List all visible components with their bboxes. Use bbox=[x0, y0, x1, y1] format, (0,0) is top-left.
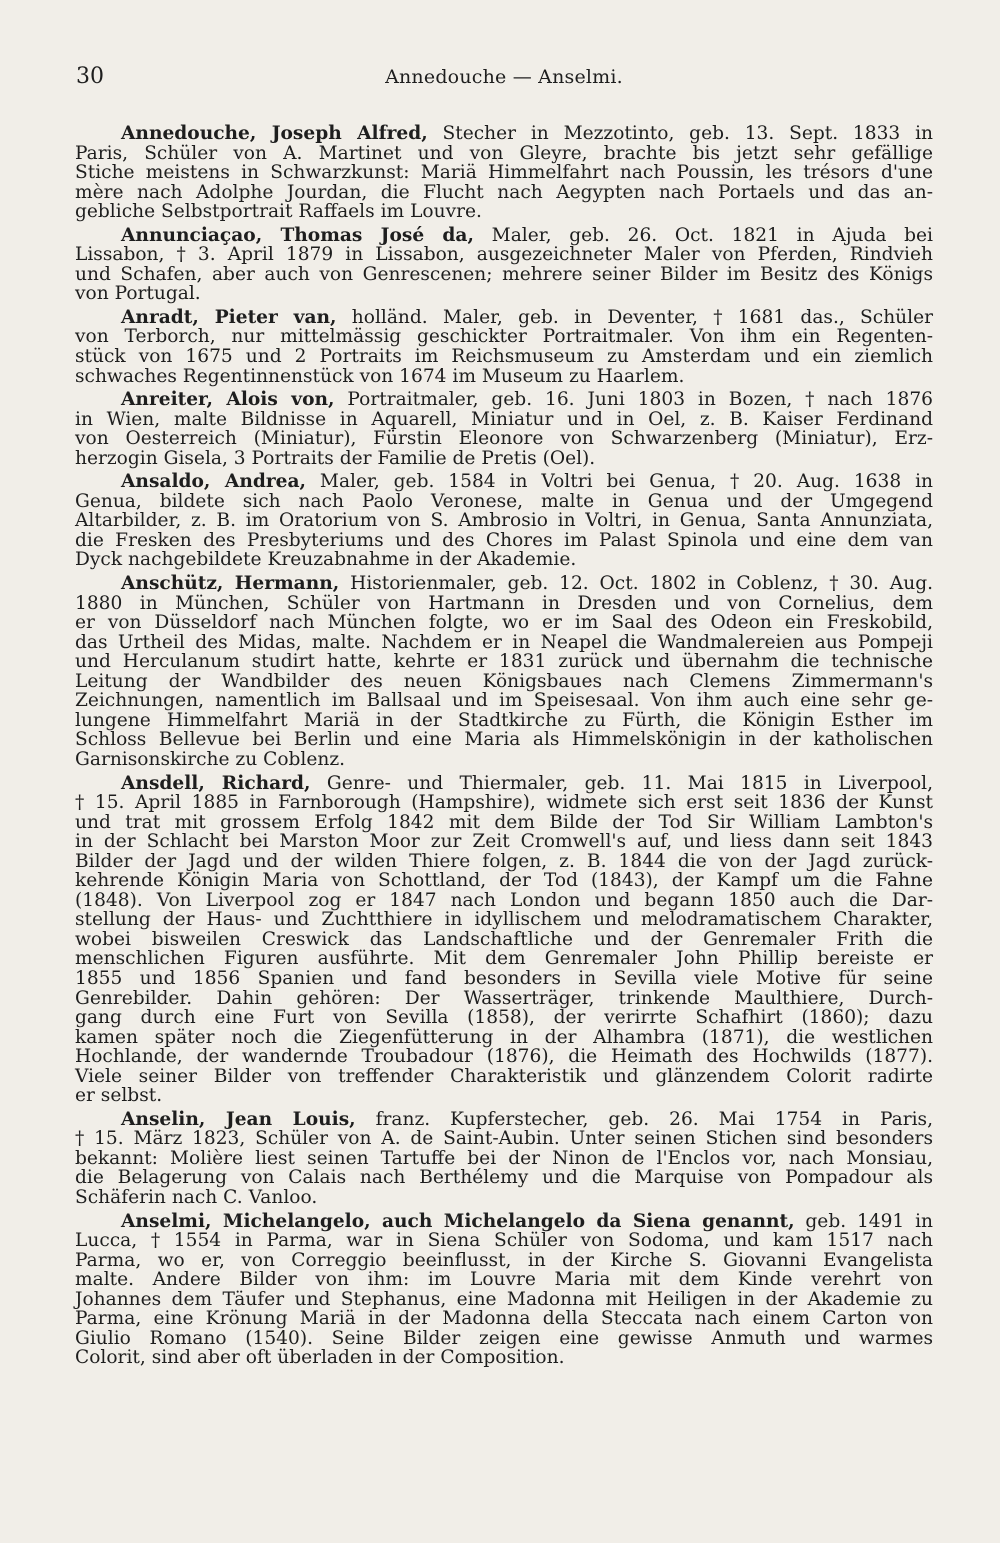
entry-line bbox=[75, 750, 933, 770]
entry-headword: Anreiter, Alois von, bbox=[121, 389, 335, 411]
entry-text: Giulio Romano (1540). Seine Bilder zeigen eine gewisse Anmuth und warmes bbox=[75, 1327, 933, 1349]
entry-line bbox=[75, 633, 933, 653]
entry-line bbox=[75, 813, 933, 833]
entry-first-line bbox=[75, 472, 933, 492]
entry-line bbox=[75, 910, 933, 930]
entry-line bbox=[75, 183, 933, 203]
entry-text: Dyck nachgebildete Kreuzabnahme in der Akademie. bbox=[75, 549, 577, 571]
entry-text: das Urtheil des Midas, malte. Nachdem er in Neapel die Wandmalereien aus Pompeji bbox=[75, 631, 933, 653]
entry-line bbox=[75, 711, 933, 731]
entry-text: malte. Andere Bilder von ihm: im Louvre Maria mit dem Kinde verehrt von bbox=[75, 1269, 933, 1291]
entry-text: Stecher in Mezzotinto, geb. 13. Sept. 1833 in bbox=[427, 123, 933, 144]
entry-first-line bbox=[75, 774, 933, 794]
entry-line bbox=[75, 691, 933, 711]
entry-text: stück von 1675 und 2 Portraits im Reichsmuseum zu Amsterdam und ein ziemlich bbox=[75, 346, 933, 368]
entry-line bbox=[75, 347, 933, 367]
entry bbox=[75, 472, 933, 570]
page-number: 30 bbox=[76, 64, 104, 89]
page-header bbox=[76, 64, 932, 100]
entry-line bbox=[75, 1047, 933, 1067]
entry-text: Schäferin nach C. Vanloo. bbox=[75, 1186, 318, 1208]
entry-text: Garnisonskirche zu Coblenz. bbox=[75, 748, 346, 770]
entry-line bbox=[75, 1329, 933, 1349]
entry-text: Leitung der Wandbilder des neuen Königsbaues nach Clemens Zimmermann's bbox=[75, 670, 933, 692]
entry-first-line bbox=[75, 390, 933, 410]
entry-headword: Annunciaçao, Thomas José da, bbox=[121, 224, 474, 246]
entry-text: die Fresken des Presbyteriums und des Chores im Palast Spinola und eine dem van bbox=[75, 529, 933, 551]
entry-text: 1855 und 1856 Spanien und fand besonders in Sevilla viele Motive für seine bbox=[75, 967, 933, 989]
entry-text: Genrebilder. Dahin gehören: Der Wasserträger, trinkende Maulthiere, Durch- bbox=[75, 987, 933, 1009]
entry-headword: Ansdell, Richard, bbox=[121, 772, 311, 794]
entry-headword: Anselin, Jean Louis, bbox=[121, 1108, 356, 1130]
entry-text: † 15. März 1823, Schüler von A. de Saint-Aubin. Unter seinen Stichen sind besonders bbox=[75, 1128, 933, 1150]
entry-line bbox=[75, 1309, 933, 1329]
entry-text: und trat mit grossem Erfolg 1842 mit dem Bilde der Tod Sir William Lambton's bbox=[75, 811, 933, 833]
entry-text: Schloss Bellevue bei Berlin und eine Maria als Himmelskönigin in der katholischen bbox=[75, 729, 933, 751]
entry-text: Colorit, sind aber oft überladen in der Composition. bbox=[75, 1347, 565, 1369]
entry-text: Altarbilder, z. B. im Oratorium von S. Ambrosio in Voltri, in Genua, Santa Annunziata, bbox=[75, 510, 933, 532]
entry-line bbox=[75, 449, 933, 469]
entry-line bbox=[75, 327, 933, 347]
entry-text: Genua, bildete sich nach Paolo Veronese, malte in Genua und der Umgegend bbox=[75, 490, 933, 512]
entry-text: Parma, eine Krönung Mariä in der Madonna della Steccata nach einem Carton von bbox=[75, 1308, 933, 1330]
entry-text: Johannes dem Täufer und Stephanus, eine Madonna mit Heiligen in der Akademie zu bbox=[75, 1288, 933, 1310]
entry bbox=[75, 390, 933, 468]
entry-line bbox=[75, 367, 933, 387]
entry-text: (1848). Von Liverpool zog er 1847 nach London und begann 1850 auch die Dar- bbox=[75, 889, 933, 911]
entry-text: Bilder der Jagd und der wilden Thiere folgen, z. B. 1844 die von der Jagd zurück- bbox=[75, 850, 933, 872]
entry-text: Lucca, † 1554 in Parma, war in Siena Schüler von Sodoma, und kam 1517 nach bbox=[75, 1230, 933, 1252]
entry-headword: Annedouche, Joseph Alfred, bbox=[121, 123, 428, 144]
entry-text: mère nach Adolphe Jourdan, die Flucht nach Aegypten nach Portaels und das an- bbox=[75, 181, 933, 203]
entry-headword: Ansaldo, Andrea, bbox=[121, 471, 306, 493]
entry-text: Lissabon, † 3. April 1879 in Lissabon, ausgezeichneter Maler von Pferden, Rindvieh bbox=[75, 244, 933, 266]
entry-text: Viele seiner Bilder von treffender Charakteristik und glänzendem Colorit radirte bbox=[75, 1065, 933, 1087]
entry-text: Genre- und Thiermaler, geb. 11. Mai 1815 in Liverpool, bbox=[310, 772, 933, 794]
entry-line bbox=[75, 1188, 933, 1208]
entry-line bbox=[75, 1028, 933, 1048]
entry-text: Historienmaler, geb. 12. Oct. 1802 in Coblenz, † 30. Aug. bbox=[339, 573, 934, 595]
entry-text: lungene Himmelfahrt Mariä in der Stadtkirche zu Fürth, die Königin Esther im bbox=[75, 709, 933, 731]
entry bbox=[75, 1110, 933, 1208]
entry-text: 1880 in München, Schüler von Hartmann in Dresden und von Cornelius, dem bbox=[75, 592, 933, 614]
entry-text: von Oesterreich (Miniatur), Fürstin Eleonore von Schwarzenberg (Miniatur), Erz- bbox=[75, 428, 933, 450]
entry-line bbox=[75, 1348, 933, 1368]
entry-line bbox=[75, 1290, 933, 1310]
entry-line bbox=[75, 202, 933, 222]
entry-line bbox=[75, 511, 933, 531]
entry-line bbox=[75, 429, 933, 449]
entry-text: er selbst. bbox=[75, 1085, 163, 1107]
entry-line bbox=[75, 871, 933, 891]
entry-line bbox=[75, 793, 933, 813]
entry-line bbox=[75, 1168, 933, 1188]
entry bbox=[75, 226, 933, 304]
entry-line bbox=[75, 492, 933, 512]
entry-line bbox=[75, 969, 933, 989]
entry-text: schwaches Regentinnenstück von 1674 im Museum zu Haarlem. bbox=[75, 365, 685, 387]
entry-line bbox=[75, 852, 933, 872]
entry-text: Hochlande, der wandernde Troubadour (1876), die Heimath des Hochwilds (1877). bbox=[75, 1046, 933, 1068]
entry-text: gebliche Selbstportrait Raffaels im Louvre. bbox=[75, 201, 482, 223]
entry-first-line bbox=[75, 308, 933, 328]
entry-text: Maler, geb. 1584 in Voltri bei Genua, † 20. Aug. 1638 in bbox=[305, 471, 933, 493]
entry-first-line bbox=[75, 574, 933, 594]
entry-text: Stiche meistens in Schwarzkunst: Mariä Himmelfahrt nach Poussin, les trésors d'une bbox=[75, 162, 933, 184]
entry bbox=[75, 774, 933, 1106]
entry-headword: Anradt, Pieter van, bbox=[121, 306, 337, 328]
entry-text: bekannt: Molière liest seinen Tartuffe bei der Ninon de l'Enclos vor, nach Monsiau, bbox=[75, 1147, 933, 1169]
entry-line bbox=[75, 989, 933, 1009]
running-title: Annedouche — Anselmi. bbox=[385, 66, 623, 88]
entry-text: franz. Kupferstecher, geb. 26. Mai 1754 in Paris, bbox=[355, 1108, 933, 1130]
entry-text: in Wien, malte Bildnisse in Aquarell, Miniatur und in Oel, z. B. Kaiser Ferdinand bbox=[75, 408, 933, 430]
entry-text: gang durch eine Furt von Sevilla (1858), der verirrte Schafhirt (1860); dazu bbox=[75, 1007, 933, 1029]
entry-headword: Anschütz, Hermann, bbox=[121, 573, 340, 595]
entry-headword: Anselmi, Michelangelo, auch Michelangelo da Siena genannt, bbox=[121, 1210, 795, 1232]
entry-line bbox=[75, 1231, 933, 1251]
entry-text: er von Düsseldorf nach München folgte, wo er im Saal des Odeon ein Freskobild, bbox=[75, 612, 933, 634]
entry-first-line bbox=[75, 1212, 933, 1232]
entry-text: von Terborch, nur mittelmässig geschickter Portraitmaler. Von ihm ein Regenten- bbox=[75, 326, 933, 348]
entry-first-line bbox=[75, 1110, 933, 1130]
entry bbox=[75, 574, 933, 769]
entry-line bbox=[75, 930, 933, 950]
entry-line bbox=[75, 550, 933, 570]
entry-text: geb. 1491 in bbox=[794, 1210, 933, 1232]
entry-text: Zeichnungen, namentlich im Ballsaal und im Speisesaal. Von ihm auch eine sehr ge- bbox=[75, 690, 933, 712]
entry-line bbox=[75, 1067, 933, 1087]
entry-line bbox=[75, 672, 933, 692]
entry-line bbox=[75, 1008, 933, 1028]
entry-text: kamen später noch die Ziegenfütterung in der Alhambra (1871), die westlichen bbox=[75, 1026, 933, 1048]
entry-text: Maler, geb. 26. Oct. 1821 in Ajuda bei bbox=[473, 224, 933, 246]
entry-text: die Belagerung von Calais nach Berthélemy und die Marquise von Pompadour als bbox=[75, 1167, 933, 1189]
entry-line bbox=[75, 949, 933, 969]
entry-text: Parma, wo er, von Correggio beeinflusst, in der Kirche S. Giovanni Evangelista bbox=[75, 1249, 933, 1271]
entry-line bbox=[75, 265, 933, 285]
entry-text: menschlichen Figuren ausführte. Mit dem Genremaler John Phillip bereiste er bbox=[75, 948, 933, 970]
entry-line bbox=[75, 245, 933, 265]
page-body bbox=[75, 124, 933, 1368]
entry-first-line bbox=[75, 124, 933, 144]
entry-line bbox=[75, 891, 933, 911]
entry-text: und Herculanum studirt hatte, kehrte er 1831 zurück und übernahm die technische bbox=[75, 651, 933, 673]
entry-text: in der Schlacht bei Marston Moor zur Zeit Cromwell's auf, und liess dann seit 1843 bbox=[75, 831, 933, 853]
entry-text: stellung der Haus- und Zuchtthiere in idyllischem und melodramatischem Charakter, bbox=[75, 909, 933, 931]
entry bbox=[75, 124, 933, 222]
entry-line bbox=[75, 613, 933, 633]
entry-text: herzogin Gisela, 3 Portraits der Familie de Pretis (Oel). bbox=[75, 447, 596, 469]
entry-line bbox=[75, 1086, 933, 1106]
entry-text: Portraitmaler, geb. 16. Juni 1803 in Bozen, † nach 1876 bbox=[334, 389, 933, 411]
entry-text: von Portugal. bbox=[75, 283, 201, 305]
entry-line bbox=[75, 730, 933, 750]
entry-line bbox=[75, 1129, 933, 1149]
entry-line bbox=[75, 832, 933, 852]
entry-first-line bbox=[75, 226, 933, 246]
entry-line bbox=[75, 1149, 933, 1169]
entry-line bbox=[75, 163, 933, 183]
entry-text: holländ. Maler, geb. in Deventer, † 1681 das., Schüler bbox=[336, 306, 933, 328]
entry-line bbox=[75, 410, 933, 430]
entry-line bbox=[75, 652, 933, 672]
entry-line bbox=[75, 531, 933, 551]
entry bbox=[75, 1212, 933, 1368]
entry-line bbox=[75, 144, 933, 164]
entry-line bbox=[75, 1270, 933, 1290]
entry-text: † 15. April 1885 in Farnborough (Hampshire), widmete sich erst seit 1836 der Kunst bbox=[75, 792, 933, 814]
entry-line bbox=[75, 594, 933, 614]
entry-text: wobei bisweilen Creswick das Landschaftliche und der Genremaler Frith die bbox=[75, 928, 933, 950]
entry-text: Paris, Schüler von A. Martinet und von Gleyre, brachte bis jetzt sehr gefällige bbox=[75, 142, 933, 164]
entry-text: kehrende Königin Maria von Schottland, der Tod (1843), der Kampf um die Fahne bbox=[75, 870, 933, 892]
entry-text: und Schafen, aber auch von Genrescenen; mehrere seiner Bilder im Besitz des Königs bbox=[75, 263, 933, 285]
entry bbox=[75, 308, 933, 386]
entry-line bbox=[75, 284, 933, 304]
entry-line bbox=[75, 1251, 933, 1271]
